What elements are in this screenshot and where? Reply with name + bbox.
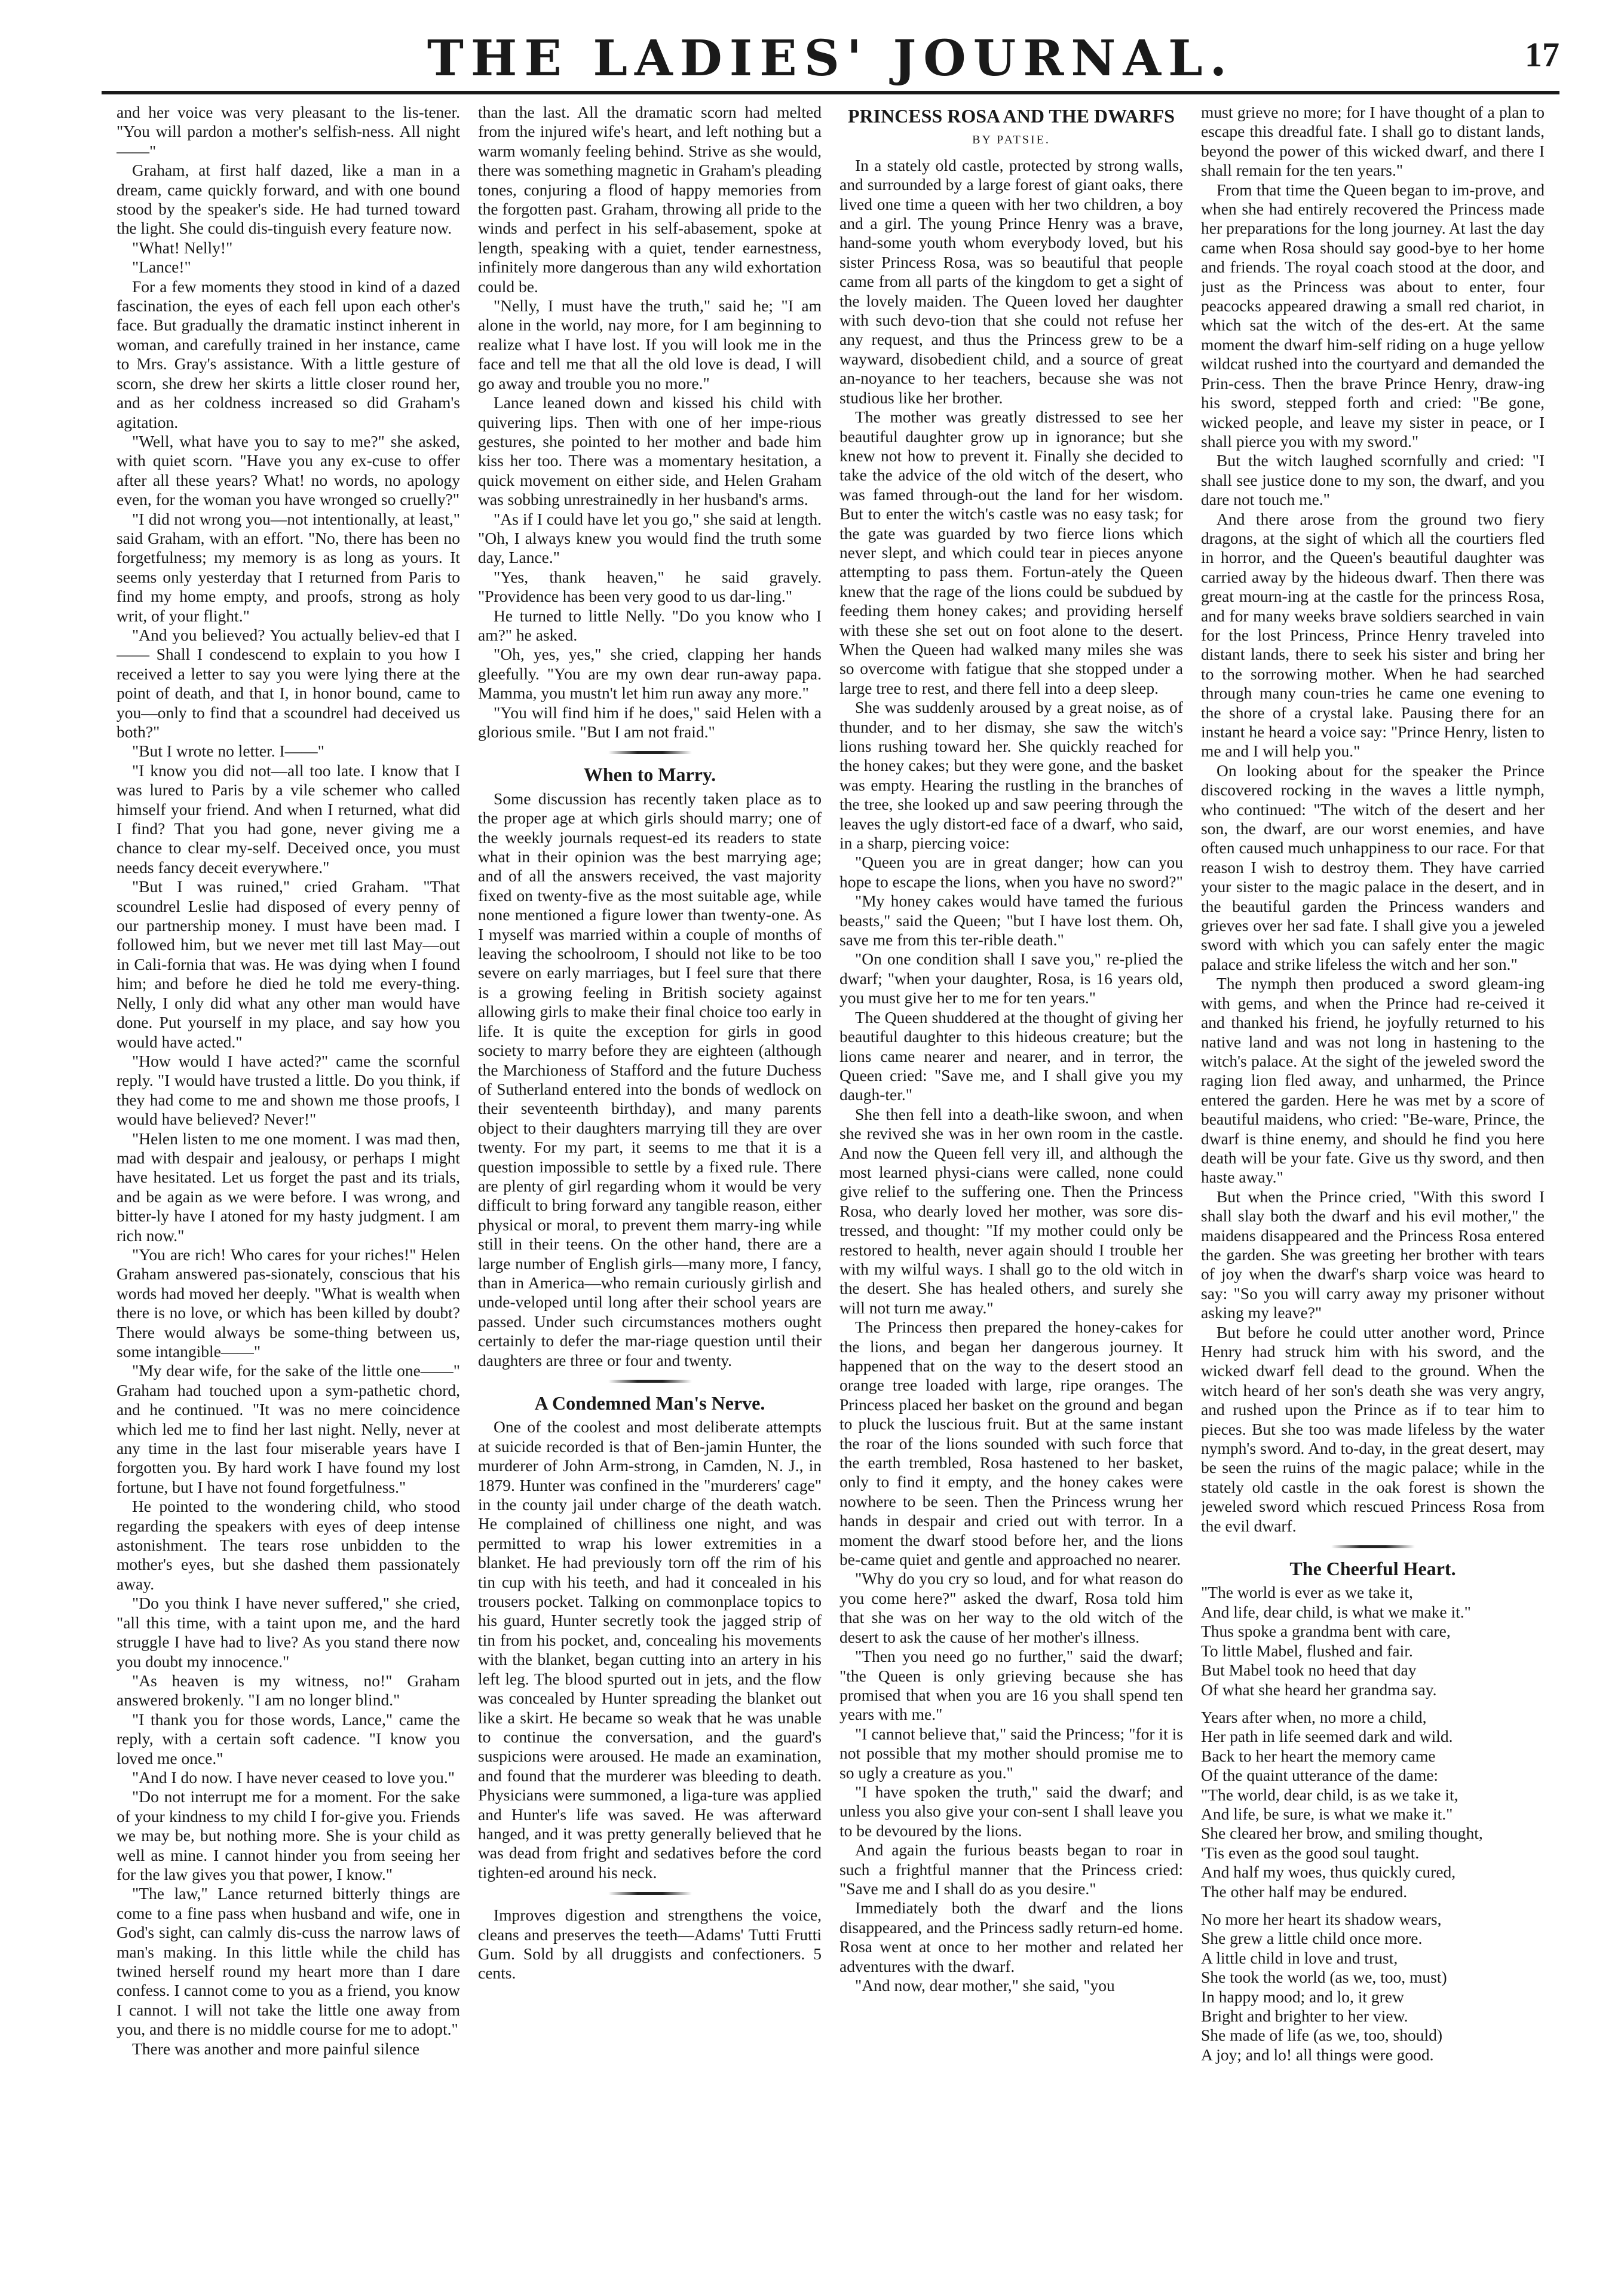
article-heading-princess-rosa: PRINCESS ROSA AND THE DWARFS: [847, 105, 1175, 127]
paragraph: "Helen listen to me one moment. I was mad then, mad with despair and jealousy, or perhaps I might have hesitated. Let us forget the past and its trials, and be again as we were before. I was wrong, and bitter-ly have I atoned for my hasty judgment. I am rich now.": [117, 1129, 460, 1245]
poem-line: And life, dear child, is what we make it.": [1201, 1602, 1471, 1621]
column-2: [478, 103, 822, 2272]
paragraph: Lance leaned down and kissed his child with quivering lips. Then with one of her impe-rious gestures, she pointed to her mother and bade him kiss her too. There was a momentary hesitation, a quick movement on either side, and Helen Graham was sobbing unrestrainedly in her husband's arms.: [478, 393, 822, 509]
paragraph: "Yes, thank heaven," he said gravely. "Providence has been very good to us dar-ling.": [478, 567, 822, 606]
paragraph: There was another and more painful silence: [132, 2039, 420, 2058]
paragraph: And again the furious beasts began to roar in such a frightful manner that the Princess cried: "Save me and I shall do as you desire.": [839, 1840, 1183, 1898]
poem-heading-cheerful-heart: The Cheerful Heart.: [1289, 1558, 1456, 1580]
paragraph: "I know you did not—all too late. I know that I was lured to Paris by a vile schemer who called himself your friend. And when I returned, what did I find? That you had gone, never giving me a chance to clear my-self. Deceived once, you must needs fancy deceit everywhere.": [117, 761, 460, 877]
paragraph: "Do you think I have never suffered," she cried, "all this time, with a taint upon me, and the hard struggle I have had to live? As you stand there now you doubt my innocence.": [117, 1594, 460, 1671]
paragraph: "What! Nelly!": [132, 238, 233, 257]
paragraph: "As heaven is my witness, no!" Graham answered brokenly. "I am no longer blind.": [117, 1671, 460, 1710]
section-divider: [608, 1380, 692, 1383]
poem-line: "The world is ever as we take it,: [1201, 1583, 1413, 1602]
story-conclusion: [478, 103, 822, 742]
poem-line: She grew a little child once more.: [1201, 1929, 1423, 1948]
poem-line: A little child in love and trust,: [1201, 1948, 1398, 1967]
paragraph: "Then you need go no further," said the dwarf; "the Queen is only grieving because she has promised that when you are 16 you shall spend ten years with me.": [839, 1647, 1183, 1724]
poem-line: The other half may be endured.: [1201, 1882, 1408, 1901]
poem-line: She made of life (as we, too, should): [1201, 2026, 1443, 2045]
paragraph: must grieve no more; for I have thought of a plan to escape this dreadful fate. I shall go to distant lands, beyond the power of this wicked dwarf, and there I shall remain for the ten years.": [1201, 103, 1545, 180]
stanza-break: [1201, 1699, 1545, 1708]
column-4: [1201, 103, 1545, 2272]
paragraph: "Well, what have you to say to me?" she asked, with quiet scorn. "Have you any ex-cuse to offer after all these years? What! no words, no apology even, for the woman you have wronged so cruelly?": [117, 431, 460, 509]
paragraph: He turned to little Nelly. "Do you know who I am?" he asked.: [478, 606, 822, 644]
paragraph: "My dear wife, for the sake of the little one——" Graham had touched upon a sym-pathetic chord, and he continued. "It was no mere coincidence which led me to find her last night. Nelly, never at any time in the last four miserable years have I forgotten you. By hard work I have found my lost fortune, but I have not found forgetfulness.": [117, 1361, 460, 1496]
poem-line: Of the quaint utterance of the dame:: [1201, 1766, 1439, 1785]
page-number: 17: [1525, 35, 1559, 74]
paragraph: "You are rich! Who cares for your riches!" Helen Graham answered pas-sionately, conscious that his words had moved her deeply. "What is wealth when there is no love, or which has been killed by doubt? There would always be some-thing between us, some intangible——": [117, 1245, 460, 1361]
paragraph: For a few moments they stood in kind of a dazed fascination, the eyes of each fell upon each other's face. But gradually the dramatic instinct inherent in woman, and carefully trained in her instance, came to Mrs. Gray's assistance. With a little gesture of scorn, she drew her skirts a little closer round her, and as her coldness increased so did Graham's agitation.: [117, 277, 460, 431]
poem-line: Bright and brighter to her view.: [1201, 2007, 1408, 2025]
paragraph: But the witch laughed scornfully and cried: "I shall see justice done to my son, the dwarf, and you dare not touch me.": [1201, 451, 1545, 509]
poem-line: Years after when, no more a child,: [1201, 1707, 1427, 1726]
poem-line: And half my woes, thus quickly cured,: [1201, 1863, 1456, 1882]
paragraph: and her voice was very pleasant to the lis-tener. "You will pardon a mother's selfish-ness. All night——": [117, 103, 460, 160]
paragraph: "Do not interrupt me for a moment. For the sake of your kindness to my child I for-give you. Friends we may be, but nothing more. She is your child as well as mine. I cannot hinder you from seeing her for the law gives you that power, I know.": [117, 1787, 460, 1883]
paragraph: Immediately both the dwarf and the lions disappeared, and the Princess sadly return-ed home. Rosa went at once to her mother and related her adventures with the dwarf.: [839, 1898, 1183, 1975]
paragraph: "And now, dear mother," she said, "you: [855, 1976, 1115, 1995]
stanza-break: [1201, 1901, 1545, 1910]
paragraph: "And you believed? You actually believ-ed that I—— Shall I condescend to explain to you how I received a letter to say you were lying there at the point of death, and that I, in honor bound, came to you—only to find that a scoundrel had deceived us both?": [117, 625, 460, 741]
section-divider: [1331, 1545, 1415, 1548]
poem-line: In happy mood; and lo, it grew: [1201, 1987, 1404, 2006]
paragraph: Graham, at first half dazed, like a man in a dream, came quickly forward, and with one bound stood by the speaker's side. He had turned toward the light. She could dis-tinguish every feature now.: [117, 161, 460, 238]
section-divider: [608, 1892, 692, 1895]
poem-line: No more her heart its shadow wears,: [1201, 1909, 1442, 1928]
paragraph: "My honey cakes would have tamed the furious beasts," said the Queen; "but I have lost them. Oh, save me from this ter-rible death.": [839, 892, 1183, 950]
poem-line: Thus spoke a grandma bent with care,: [1201, 1622, 1451, 1641]
paragraph: The nymph then produced a sword gleam-ing with gems, and when the Prince had re-ceived it and thanked his friend, he joyfully returned to his native land and was not long in hastening to the witch's palace. At the sight of the jeweled sword the raging lion fled away, and unharmed, the Prince entered the garden. Here he was met by a score of beautiful maidens, who cried: "Be-ware, Prince, the dwarf is thine enemy, and should he find you here death will be your fate. Give us thy sword, and then haste away.": [1201, 974, 1545, 1187]
poem-line: She took the world (as we, too, must): [1201, 1968, 1447, 1987]
masthead: [102, 29, 1559, 94]
paragraph: "And I do now. I have never ceased to love you.": [132, 1768, 455, 1787]
paragraph: "How would I have acted?" came the scornful reply. "I would have trusted a little. Do you think, if they had come to me and shown me those proofs, I would have believed? Never!": [117, 1051, 460, 1129]
poem-line: A joy; and lo! all things were good.: [1201, 2045, 1434, 2064]
paragraph: He pointed to the wondering child, who stood regarding the speakers with eyes of deep intense astonishment. The tears rose unbidden to the mother's eyes, but she dashed them passionately away.: [117, 1497, 460, 1593]
paragraph: One of the coolest and most deliberate attempts at suicide recorded is that of Ben-jamin Hunter, the murderer of John Arm-strong, in Camden, N. J., in 1879. Hunter was confined in the "murderers' cage" in the county jail under charge of the death watch. He complained of chilliness one night, and was permitted to wrap his lower extremities in a blanket. He had previously torn off the rim of his tin cup with his teeth, and had it concealed in his trousers pocket. Talking on commonplace topics to his guard, Hunter secretly took the jagged strip of tin from his pocket, and, concealing his movements with the blanket, began cutting into an artery in his left leg. The blood spurted out in jets, and the flow was concealed by Hunter spreading the blanket out like a skirt. He became so weak that he was unable to continue the conversation, and the guard's suspicions were aroused. He made an examination, and found that the murderer was bleeding to death. Physicians were summoned, a liga-ture was applied and Hunter's life was saved. He was afterward hanged, and it was pretty generally believed that he was dead from fright and sedatives before the cord tighten-ed around his neck.: [478, 1417, 822, 1882]
paragraph: "Why do you cry so loud, and for what reason do you come here?" asked the dwarf, Rosa told him that she was on her way to the old witch of the desert to ask the cause of her mother's illness.: [839, 1569, 1183, 1646]
paragraph: "But I wrote no letter. I——": [132, 742, 324, 761]
paragraph: "Nelly, I must have the truth," said he; "I am alone in the world, nay more, for I am beginning to realize what I have lost. If you will look me in the face and tell me that all the old love is dead, I will go away and trouble you no more.": [478, 296, 822, 393]
byline: BY PATSIE.: [972, 133, 1050, 147]
paragraph: "As if I could have let you go," she said at length. "Oh, I always knew you would find the truth some day, Lance.": [478, 509, 822, 567]
section-divider: [608, 751, 692, 754]
poem-line: "The world, dear child, is as we take it,: [1201, 1785, 1458, 1804]
paragraph: And there arose from the ground two fiery dragons, at the sight of which all the courtiers fled in horror, and the Queen's beautiful daughter was carried away by the hideous dwarf. Then there was great mourn-ing at the castle for the princess Rosa, and for many weeks brave soldiers searched in vain for the lost Princess, Prince Henry traveled into distant lands, there to seek his sister and bring her to the sorrowing mother. When he had searched through many coun-tries he came one evening to the shore of a crystal lake. Pausing there for an instant he heard a voice say: "Prince Henry, listen to me and I will help you.": [1201, 509, 1545, 761]
paragraph: "On one condition shall I save you," re-plied the dwarf; "when your daughter, Rosa, is 16 years old, you must give her to me for ten years.": [839, 950, 1183, 1007]
paragraph: "I have spoken the truth," said the dwarf; and unless you also give your con-sent I shall leave you to be devoured by the lions.: [839, 1782, 1183, 1840]
paragraph: In a stately old castle, protected by strong walls, and surrounded by a large forest of giant oaks, there lived one time a queen with her two children, a boy and a girl. The young Prince Henry was a brave, hand-some youth whom everybody loved, but his sister Princess Rosa, was so beautiful that people came from all parts of the kingdom to get a sight of the lovely maiden. The Queen loved her daughter with such devo-tion that she could not refuse her any request, and thus the Princess grew to be a wayward, disobedient child, and a source of great an-noyance to her teachers, because she was not studious like her brother.: [839, 155, 1183, 407]
journal-title: THE LADIES' JOURNAL.: [427, 30, 1234, 87]
paragraph: "I cannot believe that," said the Princess; "for it is not possible that my mother should promise me to so ugly a creature as you.": [839, 1724, 1183, 1782]
column-3: [839, 103, 1183, 2272]
paragraph: But when the Prince cried, "With this sword I shall slay both the dwarf and his evil mother," the maidens disappeared and the Princess Rosa entered the garden. She was greeting her brother with tears of joy when the dwarf's sharp voice was heard to say: "So you will carry away my prisoner without asking my leave?": [1201, 1187, 1545, 1322]
paragraph: "I did not wrong you—not intentionally, at least," said Graham, with an effort. "No, there has been no forgetfulness; my memory is as long as yours. It seems only yesterday that I returned from Paris to find my home empty, and proofs, strong as holy writ, of your flight.": [117, 509, 460, 625]
paragraph: The mother was greatly distressed to see her beautiful daughter grow up in ignorance; but she knew not how to prevent it. Finally she decided to take the advice of the old witch of the desert, who was famed through-out the land for her wisdom. But to enter the witch's castle was no easy task; for the gate was guarded by two fierce lions which never slept, and which could tear in pieces anyone attempting to pass them. Fortun-ately the Queen knew that the rage of the lions could be subdued by feeding them honey cakes; and providing herself with these she set out on foot alone to the desert. When the Queen had walked many miles she was so overcome with fatigue that she stopped under a large tree to rest, and there fell into a deep sleep.: [839, 408, 1183, 697]
paragraph: She was suddenly aroused by a great noise, as of thunder, and to her dismay, she saw the witch's lions rushing toward her. She quickly reached for the honey cakes; but they were gone, and the basket was empty. Hearing the rustling in the branches of the tree, she looked up and saw peering through the leaves the ugly distort-ed face of a dwarf, who said, in a sharp, piercing voice:: [839, 698, 1183, 853]
paragraph: She then fell into a death-like swoon, and when she revived she was in her own room in the castle. And now the Queen fell very ill, and although the most learned physi-cians were called, none could give relief to the suffering one. Then the Princess Rosa, who dearly loved her mother, was sore dis-tressed, and thought: "If my mother could only be restored to health, never again should I trouble her with my wilful ways. I shall go to the old witch in the desert. She has healed others, and surely she will not turn me away.": [839, 1104, 1183, 1317]
paragraph: than the last. All the dramatic scorn had melted from the injured wife's heart, and left nothing but a warm womanly feeling behind. Strive as she would, there was something magnetic in Graham's pleading tones, conjuring a flood of happy memories from the forgotten past. Graham, throwing all pride to the winds and perfect in his self-abasement, spoke at length, speaking with a quiet, tender earnestness, infinitely more dangerous than any wild exhortation could be.: [478, 103, 822, 296]
poem-line: Her path in life seemed dark and wild.: [1201, 1727, 1453, 1746]
advertisement: Improves digestion and strengthens the voice, cleans and preserves the teeth—Adams' Tutti Frutti Gum. Sold by all druggists and confectioners. 5 cents.: [478, 1906, 822, 1983]
paragraph: On looking about for the speaker the Prince discovered rocking in the waves a little nymph, who continued: "The witch of the desert and her son, the dwarf, are our worst enemies, and have often caused much unhappiness to our race. For that reason I wish to destroy them. They have carried your sister to the magic palace in the desert, and in the beautiful garden the Princess wanders and grieves over her sad fate. I shall give you a jeweled sword with which you can safely enter the magic palace and strike lifeless the witch and her son.": [1201, 761, 1545, 973]
paragraph: "Lance!": [132, 258, 191, 277]
masthead-rule: [102, 91, 1559, 94]
column-1: [117, 103, 460, 2272]
story-continuation: [117, 103, 460, 2059]
poem-line: She cleared her brow, and smiling thought,: [1201, 1824, 1483, 1843]
poem-line: Of what she heard her grandma say.: [1201, 1680, 1437, 1699]
poem-line: To little Mabel, flushed and fair.: [1201, 1641, 1413, 1660]
poem: [1201, 1583, 1545, 2065]
poem-line: But Mabel took no heed that day: [1201, 1661, 1417, 1680]
paragraph: "You will find him if he does," said Helen with a glorious smile. "But I am not fraid.": [478, 703, 822, 741]
paragraph: "Oh, yes, yes," she cried, clapping her hands gleefully. "You are my own dear run-away papa. Mamma, you mustn't let him run away any more.": [478, 645, 822, 703]
paragraph: Some discussion has recently taken place as to the proper age at which girls should marry; one of the weekly journals request-ed its readers to state what in their opinion was the best marrying age; and of all the answers received, the vast majority fixed on twenty-five as the most suitable age, while none mentioned a figure lower than twenty-one. As I myself was married within a couple of months of leaving the schoolroom, I should not like to be too severe on early marriages, but I feel sure that there is a growing feeling in British society against allowing girls to make their final choice too early in life. It is quite the exception for girls in good society to marry before they are eighteen (although the Marchioness of Stafford and the future Duchess of Sutherland entered into the bonds of wedlock on their seventeenth birthday), and many parents object to their daughters marrying till they are over twenty. For my part, it seems to me that it is a question impossible to settle by a fixed rule. There are plenty of girl regarding whom it would be very difficult to bring forward any tangible reason, either physical or moral, to prevent them marry-ing while still in their teens. On the other hand, there are a large number of English girls—many more, I fancy, than in America—who remain curiously girlish and unde-veloped until long after their school years are passed. Under such circumstances mothers ought certainly to defer the mar-riage question until their daughters are three or four and twenty.: [478, 789, 822, 1370]
poem-line: Back to her heart the memory came: [1201, 1746, 1436, 1765]
paragraph: The Princess then prepared the honey-cakes for the lions, and began her dangerous journey. It happened that on the way to the desert stood an orange tree loaded with large, ripe oranges. The Princess placed her basket on the ground and began to pluck the luscious fruit. But at the same instant the roar of the lions sounded with such force that the earth trembled, Rosa hastened to her basket, only to find it empty, and the honey cakes were nowhere to be seen. Then the Princess wrung her hands in despair and cried out with terror. In a moment the dwarf stood before her, and the lions be-came quiet and gentle and approached no nearer.: [839, 1318, 1183, 1569]
article-heading-when-to-marry: When to Marry.: [583, 764, 716, 786]
paragraph: But before he could utter another word, Prince Henry had struck him with his sword, and the wicked dwarf fell dead to the ground. When the witch heard of her son's death she was very angry, and rushed upon the Prince as if to tear him to pieces. But she too was made lifeless by the water nymph's sword. And to-day, in the great desert, may be seen the ruins of the magic palace; while in the stately old castle in the oak forest is shown the jeweled sword which rescued Princess Rosa from the evil dwarf.: [1201, 1322, 1545, 1535]
article-heading-condemned-man: A Condemned Man's Nerve.: [534, 1392, 765, 1414]
paragraph: "Queen you are in great danger; how can you hope to escape the lions, when you have no sword?": [839, 853, 1183, 891]
paragraph: "I thank you for those words, Lance," came the reply, with a certain soft cadence. "I know you loved me once.": [117, 1710, 460, 1768]
paragraph: "But I was ruined," cried Graham. "That scoundrel Leslie had disposed of every penny of our partnership money. I must have been mad. I followed him, but we never met till last May—out in Cali-fornia that was. He was dying when I found him; and before he died he told me every-thing. Nelly, I only did what any other man would have done. Put yourself in my place, and say how you would have acted.": [117, 877, 460, 1051]
paragraph: The Queen shuddered at the thought of giving her beautiful daughter to this hideous creature; but the lions came nearer and nearer, and in terror, the Queen cried: "Save me, and I shall give you my daugh-ter.": [839, 1007, 1183, 1104]
poem-line: And life, be sure, is what we make it.": [1201, 1804, 1453, 1823]
paragraph: "The law," Lance returned bitterly things are come to a fine pass when husband and wife, one in God's sight, can calmly dis-cuss the narrow laws of man's making. In this little while the child has twined herself round my heart more than I dare confess. I cannot come to you as a friend, you know I cannot. I will not take the little one away from you, and there is no middle course for me to adopt.": [117, 1884, 460, 2039]
poem-line: 'Tis even as the good soul taught.: [1201, 1843, 1420, 1862]
paragraph: From that time the Queen began to im-prove, and when she had entirely recovered the Princess made her preparations for the long journey. At last the day came when Rosa should say good-bye to her home and friends. The royal coach stood at the door, and just as the Princess was about to enter, four peacocks appeared drawing a small red chariot, in which sat the witch of the des-ert. At the same moment the dwarf him-self riding on a huge yellow wildcat rushed into the courtyard and demanded the Prin-cess. Then the brave Prince Henry, draw-ing his sword, stepped forth and cried: "Be gone, wicked people, and leave my sister in peace, or I shall pierce you with my sword.": [1201, 180, 1545, 451]
